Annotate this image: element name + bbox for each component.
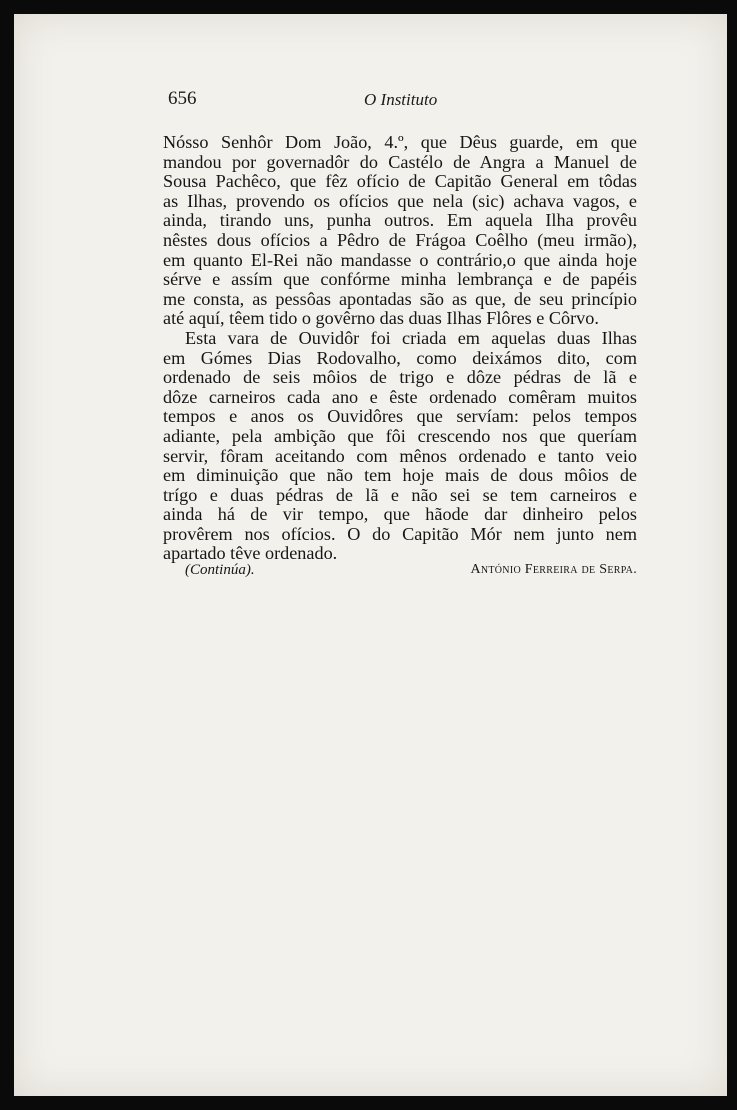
page-header	[152, 88, 632, 112]
text-line: em diminuição que não tem hoje mais de dous môios de	[163, 466, 637, 486]
text-line: apartado têve ordenado.	[163, 544, 338, 564]
text-line: nêstes dous ofícios a Pêdro de Frágoa Coêlho (meu irmão),	[163, 230, 637, 250]
text-line: me consta, as pessôas apontadas são as que, de seu princípio	[163, 289, 637, 309]
text-line: ordenado de seis môios de trigo e dôze pédras de lã e	[163, 368, 637, 388]
text-line: em quanto El-Rei não mandasse o contrário,o que ainda hoje	[163, 250, 637, 270]
body-text	[163, 133, 637, 564]
page-number: 656	[168, 88, 197, 109]
text-line: Sousa Pachêco, que fêz ofício de Capitão General em tôdas	[163, 172, 637, 192]
text-line: até aquí, têem tido o govêrno das duas Ilhas Flôres e Côrvo.	[163, 309, 599, 329]
text-line: trígo e duas pédras de lã e não sei se tem carneiros e	[163, 485, 637, 505]
author-signature: António Ferreira de Serpa.	[470, 562, 637, 577]
text-line: mandou por governadôr do Castélo de Angra a Manuel de	[163, 152, 637, 172]
text-line: provêrem nos ofícios. O do Capitão Mór nem junto nem	[163, 524, 637, 544]
text-line: servir, fôram aceitando com mênos ordenado e tanto veio	[163, 446, 637, 466]
text-line: sérve e assím que confórme minha lembrança e de papéis	[163, 270, 637, 290]
running-title: O Instituto	[364, 90, 438, 109]
text-line: Esta vara de Ouvidôr foi criada em aquelas duas Ilhas	[185, 328, 637, 348]
text-line: as Ilhas, provendo os ofícios que nela (sic) achava vagos, e	[163, 191, 637, 211]
continua-note: (Continúa).	[185, 562, 255, 578]
text-line: tempos e anos os Ouvidôres que servíam: pelos tempos	[163, 407, 637, 427]
text-line: em Gómes Dias Rodovalho, como deixámos dito, com	[163, 348, 637, 368]
signature-row	[185, 560, 637, 582]
text-line: ainda, tirando uns, punha outros. Em aquela Ilha provêu	[163, 211, 637, 231]
text-line: adiante, pela ambição que fôi crescendo nos que queríam	[163, 426, 637, 446]
text-line: Nósso Senhôr Dom João, 4.º, que Dêus guarde, em que	[163, 133, 637, 152]
text-line: dôze carneiros cada ano e êste ordenado comêram muitos	[163, 387, 637, 407]
text-line: ainda há de vir tempo, que hãode dar dinheiro pelos	[163, 505, 637, 525]
